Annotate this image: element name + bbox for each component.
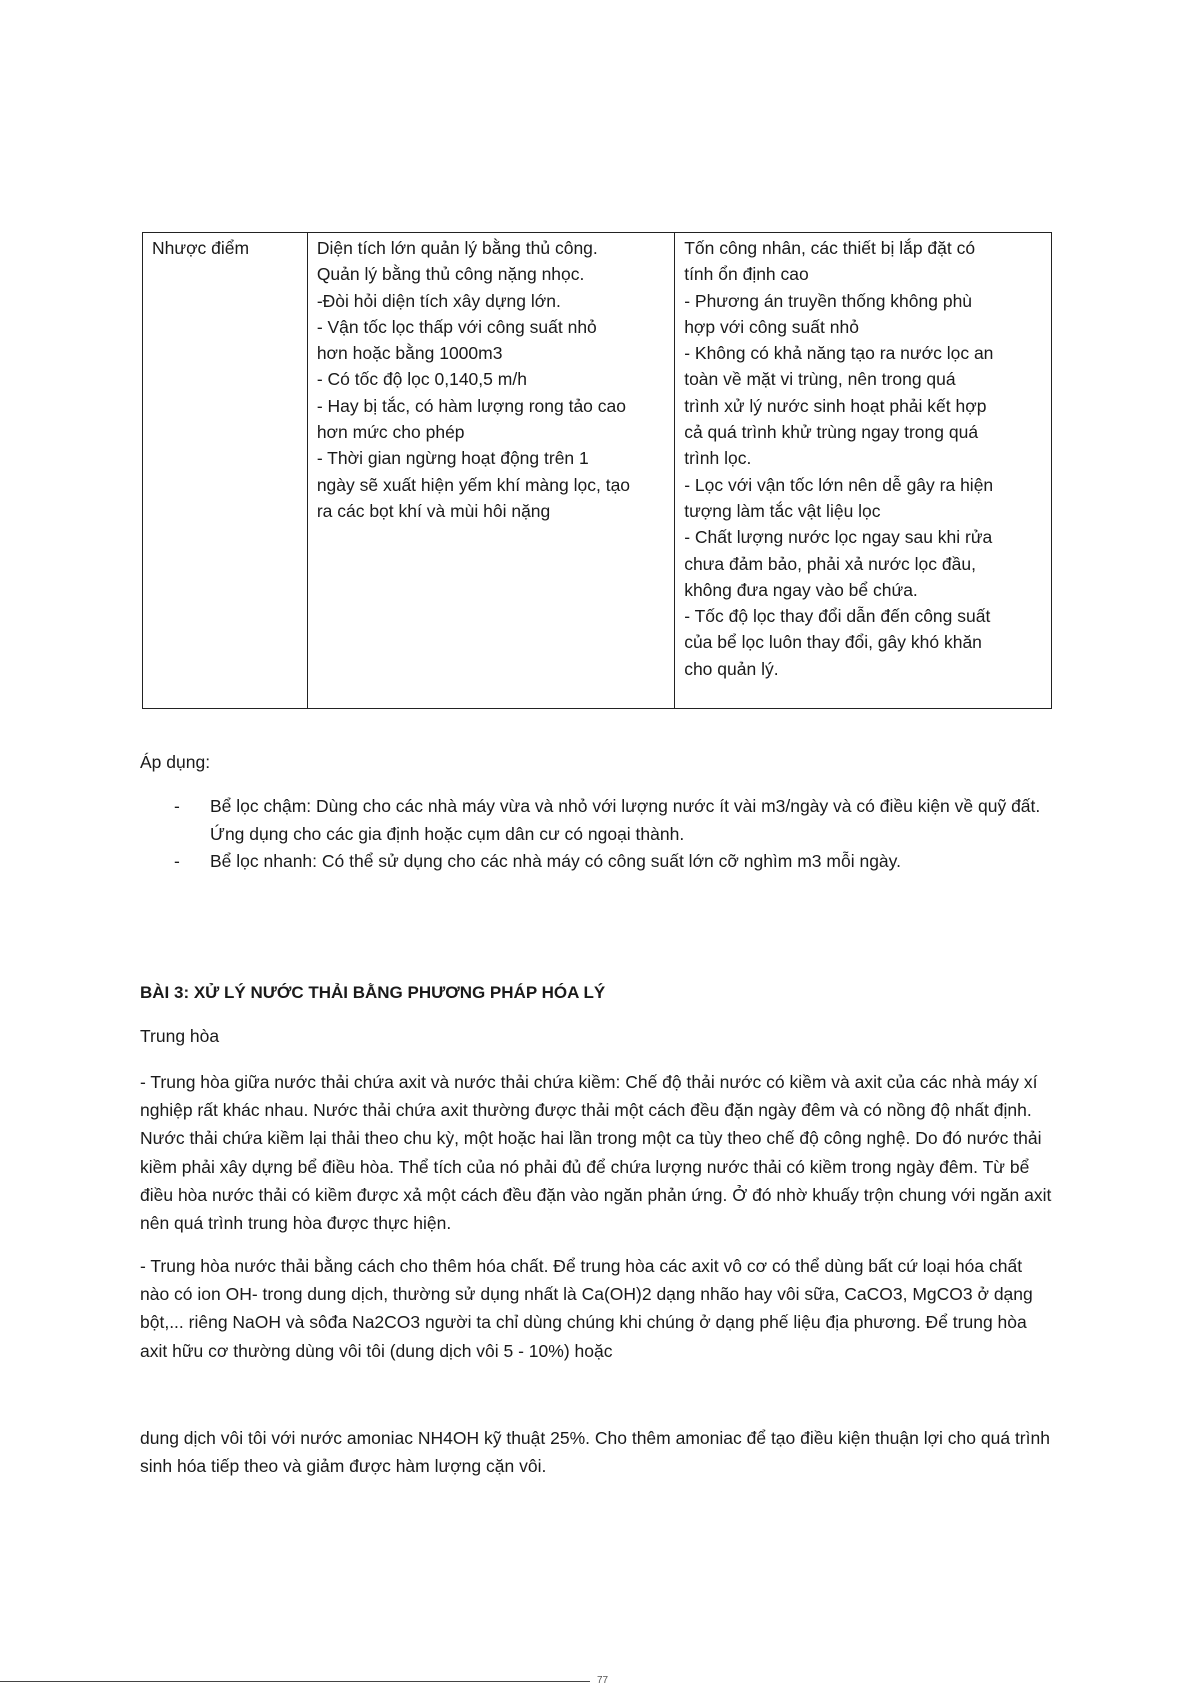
cell-line: - Chất lượng nước lọc ngay sau khi rửa bbox=[684, 527, 993, 548]
cell-line: trình xử lý nước sinh hoạt phải kết hợp bbox=[684, 395, 987, 416]
cell-line: chưa đảm bảo, phải xả nước lọc đầu, bbox=[684, 553, 976, 574]
cell-line: - Vận tốc lọc thấp với công suất nhỏ bbox=[316, 316, 597, 337]
cell-line: của bể lọc luôn thay đổi, gây khó khăn bbox=[684, 632, 982, 653]
row-label-cell bbox=[143, 233, 308, 709]
cell-line: - Không có khả năng tạo ra nước lọc an bbox=[684, 343, 994, 364]
cell-line: hơn mức cho phép bbox=[316, 422, 465, 443]
footer-divider bbox=[0, 1681, 590, 1682]
cell-line: - Phương án truyền thống không phù bbox=[684, 290, 973, 311]
cell-line: - Hay bị tắc, có hàm lượng rong tảo cao bbox=[316, 395, 626, 416]
cell-line: - Có tốc độ lọc 0,140,5 m/h bbox=[316, 369, 527, 390]
cell-line: cho quản lý. bbox=[684, 658, 779, 679]
cell-line: - Thời gian ngừng hoạt động trên 1 bbox=[316, 448, 589, 469]
bullet-dash: - bbox=[174, 796, 180, 816]
cell-line: - Tốc độ lọc thay đổi dẫn đến công suất bbox=[684, 606, 991, 627]
list-item-text: Bể lọc nhanh: Có thể sử dụng cho các nhà máy có công suất lớn cỡ nghìm m3 mỗi ngày. bbox=[210, 851, 901, 871]
section-heading: BÀI 3: XỬ LÝ NƯỚC THẢI BẰNG PHƯƠNG PHÁP HÓA LÝ bbox=[140, 983, 606, 1002]
cell-line: - Lọc với vận tốc lớn nên dễ gây ra hiện bbox=[684, 474, 994, 495]
cell-line: tính ổn định cao bbox=[684, 264, 809, 285]
cell-line: Diện tích lớn quản lý bằng thủ công. bbox=[316, 238, 598, 258]
cell-line: hợp với công suất nhỏ bbox=[684, 316, 859, 337]
comparison-table bbox=[142, 232, 1052, 709]
row-label: Nhược điểm bbox=[152, 238, 250, 258]
cell-line: ngày sẽ xuất hiện yếm khí màng lọc, tạo bbox=[316, 474, 631, 495]
apply-list bbox=[140, 793, 1060, 876]
fast-filter-cell bbox=[675, 233, 1052, 709]
paragraph: dung dịch vôi tôi với nước amoniac NH4OH kỹ thuật 25%. Cho thêm amoniac để tạo điều kiện thuận lợi cho quá trình sinh hóa tiếp theo và giảm được hàm lượng cặn vôi. bbox=[140, 1428, 1050, 1477]
cell-line: cả quá trình khử trùng ngay trong quá bbox=[684, 422, 979, 443]
apply-label: Áp dụng: bbox=[140, 752, 211, 772]
list-item-text: Bể lọc chậm: Dùng cho các nhà máy vừa và nhỏ với lượng nước ít vài m3/ngày và có điều kiện về quỹ đất. Ứng dụng cho các gia định hoặc cụm dân cư có ngoại thành. bbox=[210, 796, 1041, 844]
section-subheading: Trung hòa bbox=[140, 1026, 220, 1046]
cell-line: không đưa ngay vào bể chứa. bbox=[684, 579, 918, 600]
cell-line: trình lọc. bbox=[684, 448, 752, 469]
slow-filter-cell bbox=[307, 233, 674, 709]
cell-line: hơn hoặc bằng 1000m3 bbox=[316, 343, 503, 364]
cell-line: Tốn công nhân, các thiết bị lắp đặt có bbox=[684, 238, 976, 258]
paragraph: - Trung hòa nước thải bằng cách cho thêm hóa chất. Để trung hòa các axit vô cơ có thể dùng bất cứ loại hóa chất nào có ion OH- trong dung dịch, thường sử dụng nhất là Ca(OH)2 dạng nhão hay vôi sữa, CaCO3, MgCO3 ở dạng bột,... riêng NaOH và sôđa Na2CO3 người ta chỉ dùng chúng khi chúng ở dạng phế liệu địa phương. Để trung hòa axit hữu cơ thường dùng vôi tôi (dung dịch vôi 5 - 10%) hoặc bbox=[140, 1256, 1033, 1361]
cell-line: Quản lý bằng thủ công nặng nhọc. bbox=[316, 264, 585, 285]
page-number: 77 bbox=[597, 1675, 609, 1686]
list-item bbox=[140, 848, 1060, 876]
list-item bbox=[140, 793, 1060, 848]
cell-line: toàn về mặt vi trùng, nên trong quá bbox=[684, 369, 956, 390]
cell-line: tượng làm tắc vật liệu lọc bbox=[684, 500, 881, 521]
table-row-disadvantages bbox=[143, 233, 1052, 709]
paragraph: - Trung hòa giữa nước thải chứa axit và nước thải chứa kiềm: Chế độ thải nước có kiềm và axit của các nhà máy xí nghiệp rất khác nhau. Nước thải chứa axit thường được thải một cách đều đặn ngày đêm và có nồng độ nhất định. Nước thải chứa kiềm lại thải theo chu kỳ, một hoặc hai lần trong một ca tùy theo chế độ công nghệ. Do đó nước thải kiềm phải xây dựng bể điều hòa. Thể tích của nó phải đủ để chứa lượng nước thải có kiềm trong ngày đêm. Từ bể điều hòa nước thải có kiềm được xả một cách đều đặn vào ngăn phản ứng. Ở đó nhờ khuấy trộn chung với ngăn axit nên quá trình trung hòa được thực hiện. bbox=[140, 1072, 1052, 1234]
bullet-dash: - bbox=[174, 851, 180, 871]
cell-line: -Đòi hỏi diện tích xây dựng lớn. bbox=[316, 290, 561, 311]
cell-line: ra các bọt khí và mùi hôi nặng bbox=[316, 500, 551, 521]
